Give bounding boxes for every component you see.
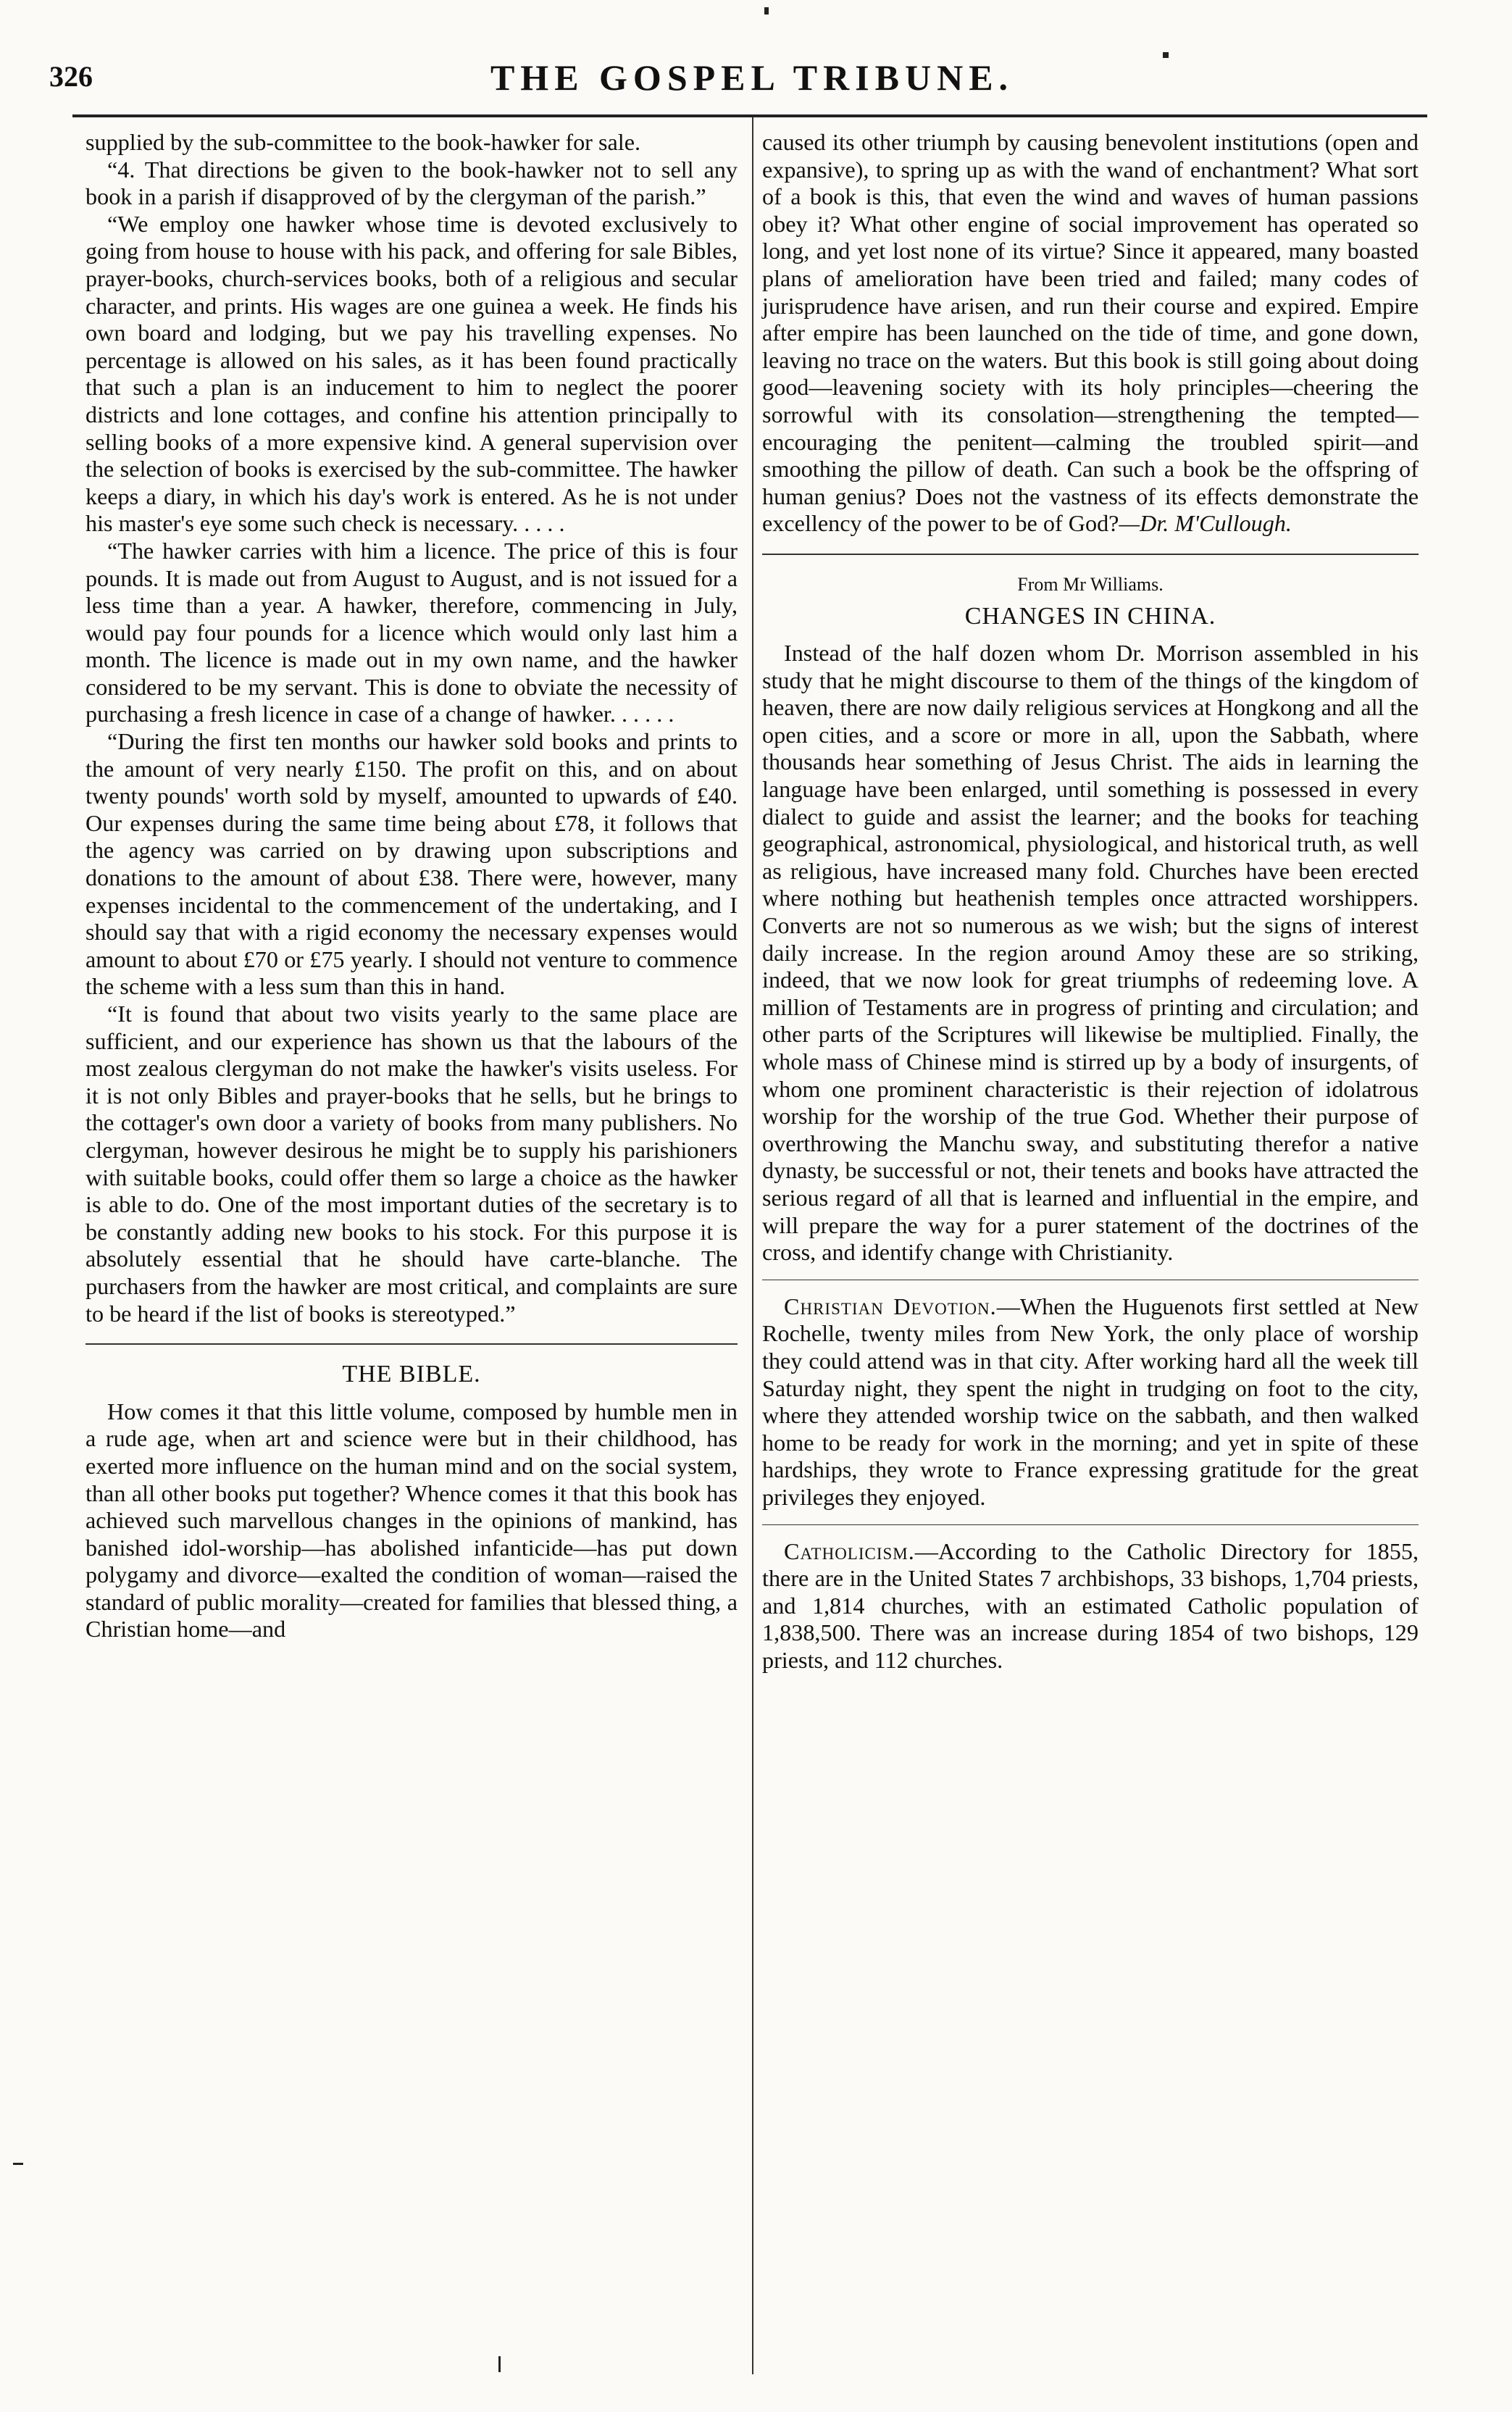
- devotion-text: —When the Huguenots first settled at New Rochelle, twenty miles from New York, the only place of worship they could attend was in that city. After working hard all the week till Saturday night, they spent the night in trudging on foot to the city, where they attended worship twice on the sabbath, and then walked home to be ready for work in the morning; and yet in spite of these hardships, they wrote to France expressing gratitude for the great privileges they enjoyed.: [762, 1293, 1419, 1510]
- article-body-china: Instead of the half dozen whom Dr. Morrison assembled in his study that he might discourse to them of the things of the kingdom of heaven, there are now daily religious services at Hongkong and all the open cities, and a score or more in all, upon the Sabbath, where thousands hear something of Jesus Christ. The aids in learning the language have been enlarged, until something is possessed in every dialect to guide and assist the learner; and the books for teaching geographical, astronomical, physiological, and historical truth, as well as religious, have increased many fold. Churches have been erected where nothing but heathenish temples once attracted worshippers. Converts are not so numerous as we wish; but the signs of interest daily increase. In the region around Amoy these are so striking, indeed, that we now look for great triumphs of redeeming love. A million of Testaments are in progress of printing and circulation; and other parts of the Scriptures will likewise be multiplied. Finally, the whole mass of Chinese mind is stirred up by a body of insurgents, of whom one prominent characteristic is their rejection of idolatrous worship for the worship of the true God. Whether their purpose of overthrowing the Manchu sway, and substituting therefor a native dynasty, be successful or not, their tenets and books have attracted the serious regard of all that is learned and influential in the empire, and will prepare the way for a purer statement of the doctrines of the cross, and identify change with Christianity.: [762, 640, 1419, 1266]
- scan-speck: [498, 2356, 501, 2372]
- catholicism-lead: Catholicism.: [784, 1537, 915, 1564]
- article-source-china: From Mr Williams.: [1017, 573, 1164, 595]
- section-rule: [762, 554, 1419, 555]
- article-body-bible-continued: [762, 129, 1419, 538]
- left-column: [85, 129, 738, 1643]
- catholicism-text: —According to the Catholic Directory for 1855, there are in the United States 7 archbishops, 33 bishops, 1,704 priests, and 1,814 churches, with an estimated Catholic population of 1,838,500. There was an increase during 1854 of two bishops, 129 priests, and 112 churches.: [762, 1537, 1419, 1673]
- header-rule: [72, 114, 1427, 117]
- column-divider: [752, 117, 753, 2374]
- paragraph: supplied by the sub-committee to the book-hawker for sale.: [85, 129, 641, 155]
- scan-speck: [13, 2163, 23, 2165]
- bible-signature: —Dr. M'Cullough.: [1119, 510, 1292, 537]
- right-column: [762, 129, 1419, 1674]
- article-body-bible: How comes it that this little volume, composed by humble men in a rude age, when art and science were but in their childhood, has exerted more influence on the human mind and on the social system, than all other books put together? Whence comes it that this book has achieved such marvellous changes in the opinions of mankind, has banished idol-worship—has abolished infanticide—has put down polygamy and divorce—exalted the condition of woman—raised the standard of public morality—created for families that blessed thing, a Christian home—and: [85, 1398, 738, 1643]
- scan-speck: [764, 7, 769, 14]
- paragraph: “We employ one hawker whose time is devoted exclusively to going from house to house with his pack, and offering for sale Bibles, prayer-books, church-services books, both of a religious and secular character, and prints. His wages are one guinea a week. He finds his own board and lodging, but we pay his travelling expenses. No percentage is allowed on his sales, as it has been found practically that such a plan is an inducement to him to neglect the poorer districts and lone cottages, and confine his attention principally to selling books of a more expensive kind. A general supervision over the selection of books is exercised by the sub-committee. The hawker keeps a diary, in which his day's work is entered. As he is not under his master's eye some such check is necessary. . . . .: [85, 210, 738, 537]
- article-catholicism: [762, 1538, 1419, 1674]
- paragraph: “The hawker carries with him a licence. The price of this is four pounds. It is made out from August to August, and is not issued for a less time than a year. A hawker, therefore, commencing in July, would pay four pounds for a licence which would only last him a month. The licence is made out in my own name, and the hawker considered to be my servant. This is done to obviate the necessity of purchasing a fresh licence in case of a change of hawker. . . . . .: [85, 537, 738, 727]
- devotion-lead: Christian Devotion.: [784, 1293, 997, 1319]
- article-heading-china: CHANGES IN CHINA.: [964, 602, 1216, 630]
- scan-speck: [1163, 52, 1169, 58]
- page-number: 326: [49, 60, 93, 93]
- bible-continued-text: caused its other triumph by causing benevolent institutions (open and expansive), to spring up as with the wand of enchantment? What sort of a book is this, that even the wind and waves of human passions obey it? What other engine of social improvement has operated so long, and yet lost none of its virtue? Since it appeared, many boasted plans of amelioration have been tried and failed; many codes of jurisprudence have arisen, and run their course and expired. Empire after empire has been launched on the tide of time, and gone down, leaving no trace on the waters. But this book is still going about doing good—leavening society with its holy principles—cheering the sorrowful with its consolation—strengthening the tempted—encouraging the penitent—calming the troubled spirit—and smoothing the pillow of death. Can such a book be the offspring of human genius? Does not the vastness of its effects demonstrate the excellency of the power to be of God?: [762, 129, 1419, 537]
- paragraph: “During the first ten months our hawker sold books and prints to the amount of very nearly £150. The profit on this, and on about twenty pounds' worth sold by myself, amounted to upwards of £40. Our expenses during the same time being about £78, it follows that the agency was carried on by drawing upon subscriptions and donations to the amount of about £38. There were, however, many expenses incidental to the commencement of the undertaking, and I should say that with a rigid economy the necessary expenses would amount to about £70 or £75 yearly. I should not venture to commence the scheme with a less sum than this in hand.: [85, 728, 738, 1000]
- section-rule: [762, 1524, 1419, 1525]
- article-devotion: [762, 1293, 1419, 1511]
- page-header: [49, 57, 1455, 107]
- page-title: THE GOSPEL TRIBUNE.: [490, 57, 1014, 98]
- section-rule: [85, 1343, 738, 1345]
- paragraph: “It is found that about two visits yearly to the same place are sufficient, and our experience has shown us that the labours of the most zealous clergyman do not make the hawker's visits useless. For it is not only Bibles and prayer-books that he sells, but he brings to the cottager's own door a variety of books from many publishers. No clergyman, however desirous he might be to supply his parishioners with suitable books, could offer them so large a choice as the hawker is able to do. One of the most important duties of the secretary is to be constantly adding new books to his stock. For this purpose it is absolutely essential that he should have carte-blanche. The purchasers from the hawker are most critical, and complaints are sure to be heard if the list of books is stereotyped.”: [85, 1001, 738, 1327]
- paragraph: “4. That directions be given to the book-hawker not to sell any book in a parish if disapproved of by the clergyman of the parish.”: [85, 156, 738, 210]
- article-heading-bible: THE BIBLE.: [342, 1361, 481, 1388]
